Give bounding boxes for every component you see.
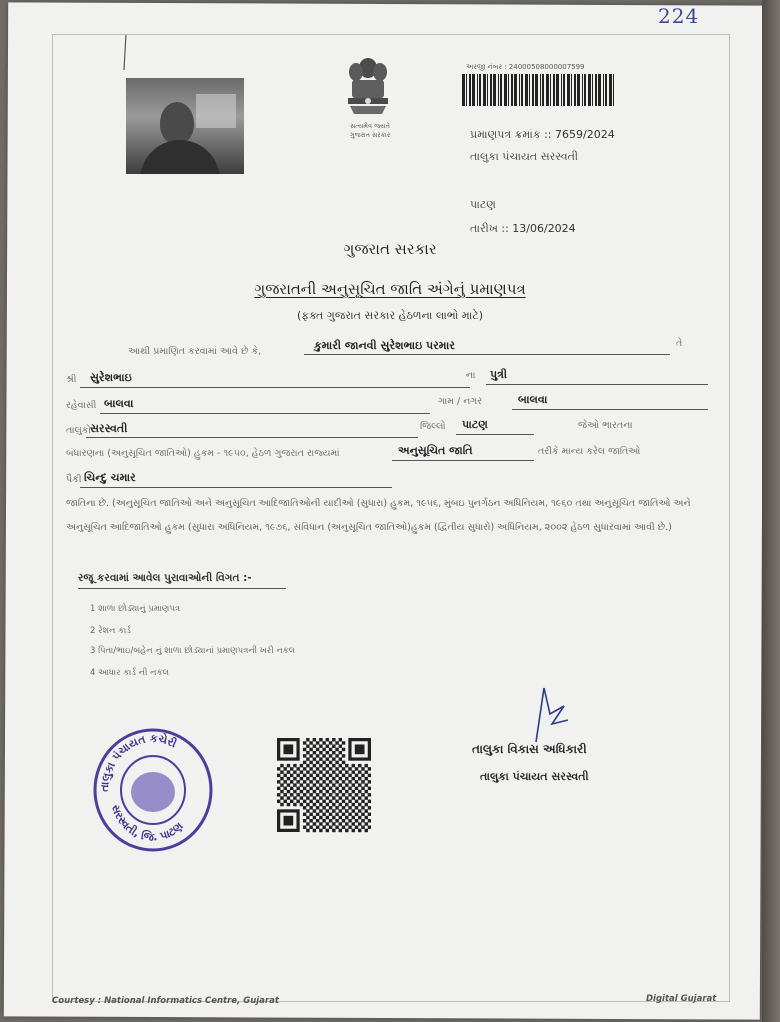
issuing-office: તાલુકા પંચાયત સરસ્વતી bbox=[470, 150, 579, 163]
place: પાટણ bbox=[470, 198, 496, 211]
barcode-label: અરજી નંબર : 24000508000007599 bbox=[466, 63, 585, 71]
document-item: 2 રેશન કાર્ડ bbox=[90, 626, 131, 636]
handwritten-number: 224 bbox=[658, 4, 700, 28]
officer-title: તાલુકા વિકાસ અધિકારી bbox=[472, 742, 587, 756]
government-title: ગુજરાત સરકાર bbox=[343, 240, 437, 258]
table-background bbox=[762, 0, 780, 1022]
applicant-photo bbox=[126, 78, 244, 174]
village-label: ગામ / નગર bbox=[438, 396, 483, 407]
barcode bbox=[462, 74, 616, 106]
relation-label: ના bbox=[466, 370, 476, 381]
resident: બાલવા bbox=[104, 397, 134, 410]
certificate-number: પ્રમાણપત્ર ક્રમાંક :: 7659/2024 bbox=[470, 128, 615, 141]
officer-office: તાલુકા પંચાયત સરસ્વતી bbox=[480, 770, 589, 783]
document-item: 4 આધાર કાર્ડ ની નકલ bbox=[90, 668, 169, 678]
district-suffix: જેઓ ભારતના bbox=[578, 420, 633, 431]
document-item: 1 શાળા છોડ્યાનું પ્રમાણપત્ર bbox=[90, 604, 181, 614]
caste-label: પૈકી bbox=[66, 474, 82, 485]
certify-suffix: તે bbox=[676, 338, 683, 349]
taluka: સરસ્વતી bbox=[90, 422, 128, 435]
footer-brand: Digital Gujarat bbox=[646, 994, 717, 1004]
officer-signature bbox=[522, 684, 572, 744]
qr-code bbox=[277, 738, 371, 834]
certify-prefix: આથી પ્રમાણિત કરવામાં આવે છે કે, bbox=[128, 346, 262, 357]
document-item: 3 પિતા/ભાઇ/બહેન નું શાળા છોડ્યાનાં પ્રમાણપત્રની ખરી નકલ bbox=[90, 646, 296, 656]
father-name: સુરેશભાઇ bbox=[90, 371, 132, 384]
district: પાટણ bbox=[462, 418, 488, 431]
certificate-title: ગુજરાતની અનુસૂચિત જાતિ અંગેનું પ્રમાણપત્ર bbox=[254, 280, 526, 298]
state-emblem-icon bbox=[336, 52, 400, 122]
svg-text:તાલુકા પંચાયત કચેરી: તાલુકા પંચાયત કચેરી bbox=[97, 731, 179, 793]
issue-date: તારીખ :: 13/06/2024 bbox=[470, 222, 576, 235]
svg-text:સરસ્વતી, જિ. પાટણ: સરસ્વતી, જિ. પાટણ bbox=[108, 803, 186, 844]
village: બાલવા bbox=[518, 393, 548, 406]
category-suffix: તરીકે માન્ય કરેલ જાતિઓ bbox=[538, 446, 641, 457]
taluka-label: તાલુકો bbox=[66, 425, 91, 436]
category: અનુસૂચિત જાતિ bbox=[398, 444, 473, 457]
certificate-subtitle: (ફક્ત ગુજરાત સરકાર હેઠળના લાભો માટે) bbox=[296, 309, 484, 322]
constitution-text: બંધારણના (અનુસૂચિત જાતિઓ) હુકમ - ૧૯૫૦, હેઠળ ગુજરાત રાજ્યમાં bbox=[66, 448, 340, 459]
footer-courtesy: Courtesy : National Informatics Centre, Gujarat bbox=[52, 996, 279, 1006]
emblem-caption: સત્યમેવ જયતે ગુજરાત સરકાર bbox=[349, 122, 391, 139]
legal-paragraph: જાતિના છે. (અનુસૂચિત જાતિઓ અને અનુસૂચિત આદિજાતિઓની યાદીઓ (સુધારા) હુકમ, ૧૯૫૬, મુંબઇ પુનર્ગઠન અધિનિયમ, ૧૯૬૦ તથા અનુસૂચિત જાતિઓ અને અનુસૂચિત આદિજાતિઓ હુકમ (સુધારા અધિનિયમ, ૧૯૭૬, સંવિધાન (અનુસૂચિત જાતિઓ)હુકમ (દ્વિતીય સુધારો) અધિનિયમ, ૨૦૦૨ હેઠળ સુધારવામાં આવી છે.) bbox=[66, 498, 691, 533]
caste: ચિન્દુ ચમાર bbox=[84, 471, 136, 484]
applicant-name: કુમારી જાનવી સુરેશભાઇ પરમાર bbox=[314, 339, 455, 352]
documents-heading: રજૂ કરવામાં આવેલ પુરાવાઓની વિગત :- bbox=[78, 572, 252, 584]
honorific: શ્રી bbox=[66, 374, 77, 385]
district-label: જિલ્લો bbox=[420, 421, 446, 432]
relation: પુત્રી bbox=[490, 368, 508, 381]
office-seal bbox=[90, 722, 216, 854]
resident-label: રહેવાસી bbox=[66, 400, 97, 411]
